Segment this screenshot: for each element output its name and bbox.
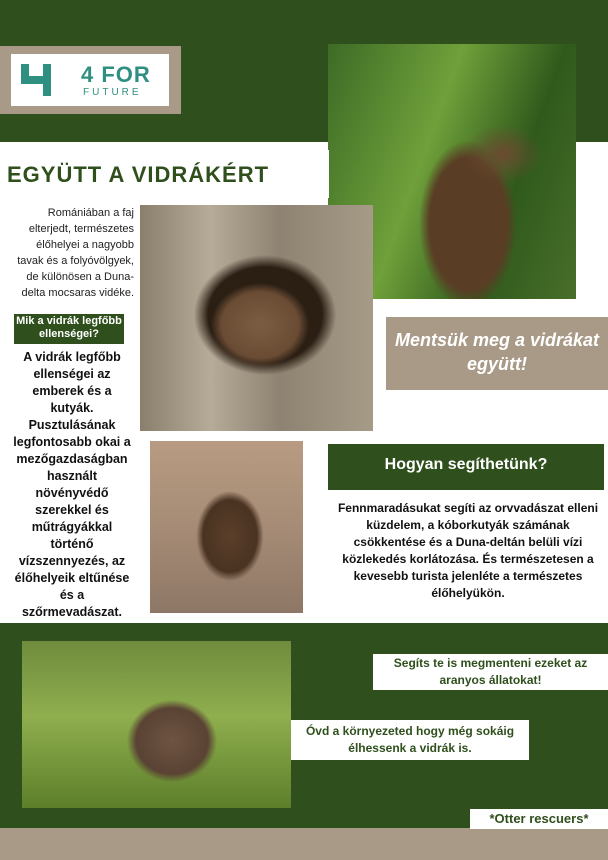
otter-log-photo (140, 205, 373, 431)
page-title: EGYÜTT A VIDRÁKÉRT (7, 162, 270, 187)
signature: *Otter rescuers* (489, 811, 589, 826)
logo-frame (0, 46, 181, 114)
logo-brand-bottom: FUTURE (83, 87, 142, 98)
enemies-answer: A vidrák legfőbb ellenségei az emberek és a kutyák. Pusztulásának legfontosabb okai a mezőgazdaságban használt növényvédő szerekkel és műtrágyákkal történő vízszennyezés, az élőhelyeik eltűnése és a szőrmevadászat. (13, 350, 131, 619)
enemies-question: Mik a vidrák legfőbb ellenségei? (16, 315, 122, 340)
how-title: Hogyan segíthetünk? (384, 456, 548, 473)
logo (11, 54, 169, 106)
call-to-action-1: Segíts te is megmenteni ezeket az aranyos állatokat! (393, 656, 588, 687)
how-text: Fennmaradásukat segíti az orvvadászat elleni küzdelem, a kóborkutyák számának csökkentése és a Duna-deltán belüli vízi közlekedés korlátozása. És természetesen a kevesebb turista jelenléte a természetes élőhelyükön. (337, 501, 599, 600)
otter-pup-photo (150, 441, 303, 613)
4-mark-icon (17, 60, 57, 100)
intro-text: Romániában a faj elterjedt, természetes élőhelyei a nagyobb tavak és a folyóvölgyek, de különösen a Duna-delta mocsaras vidéke. (17, 207, 134, 299)
otter-meadow-photo (22, 641, 291, 808)
save-banner: Mentsük meg a vidrákat együtt! (394, 330, 600, 374)
call-to-action-2: Óvd a környezeted hogy még sokáig élhessenk a vidrák is. (305, 724, 515, 755)
footer-tan-band (0, 828, 608, 860)
logo-brand-top: 4 FOR (81, 62, 151, 87)
